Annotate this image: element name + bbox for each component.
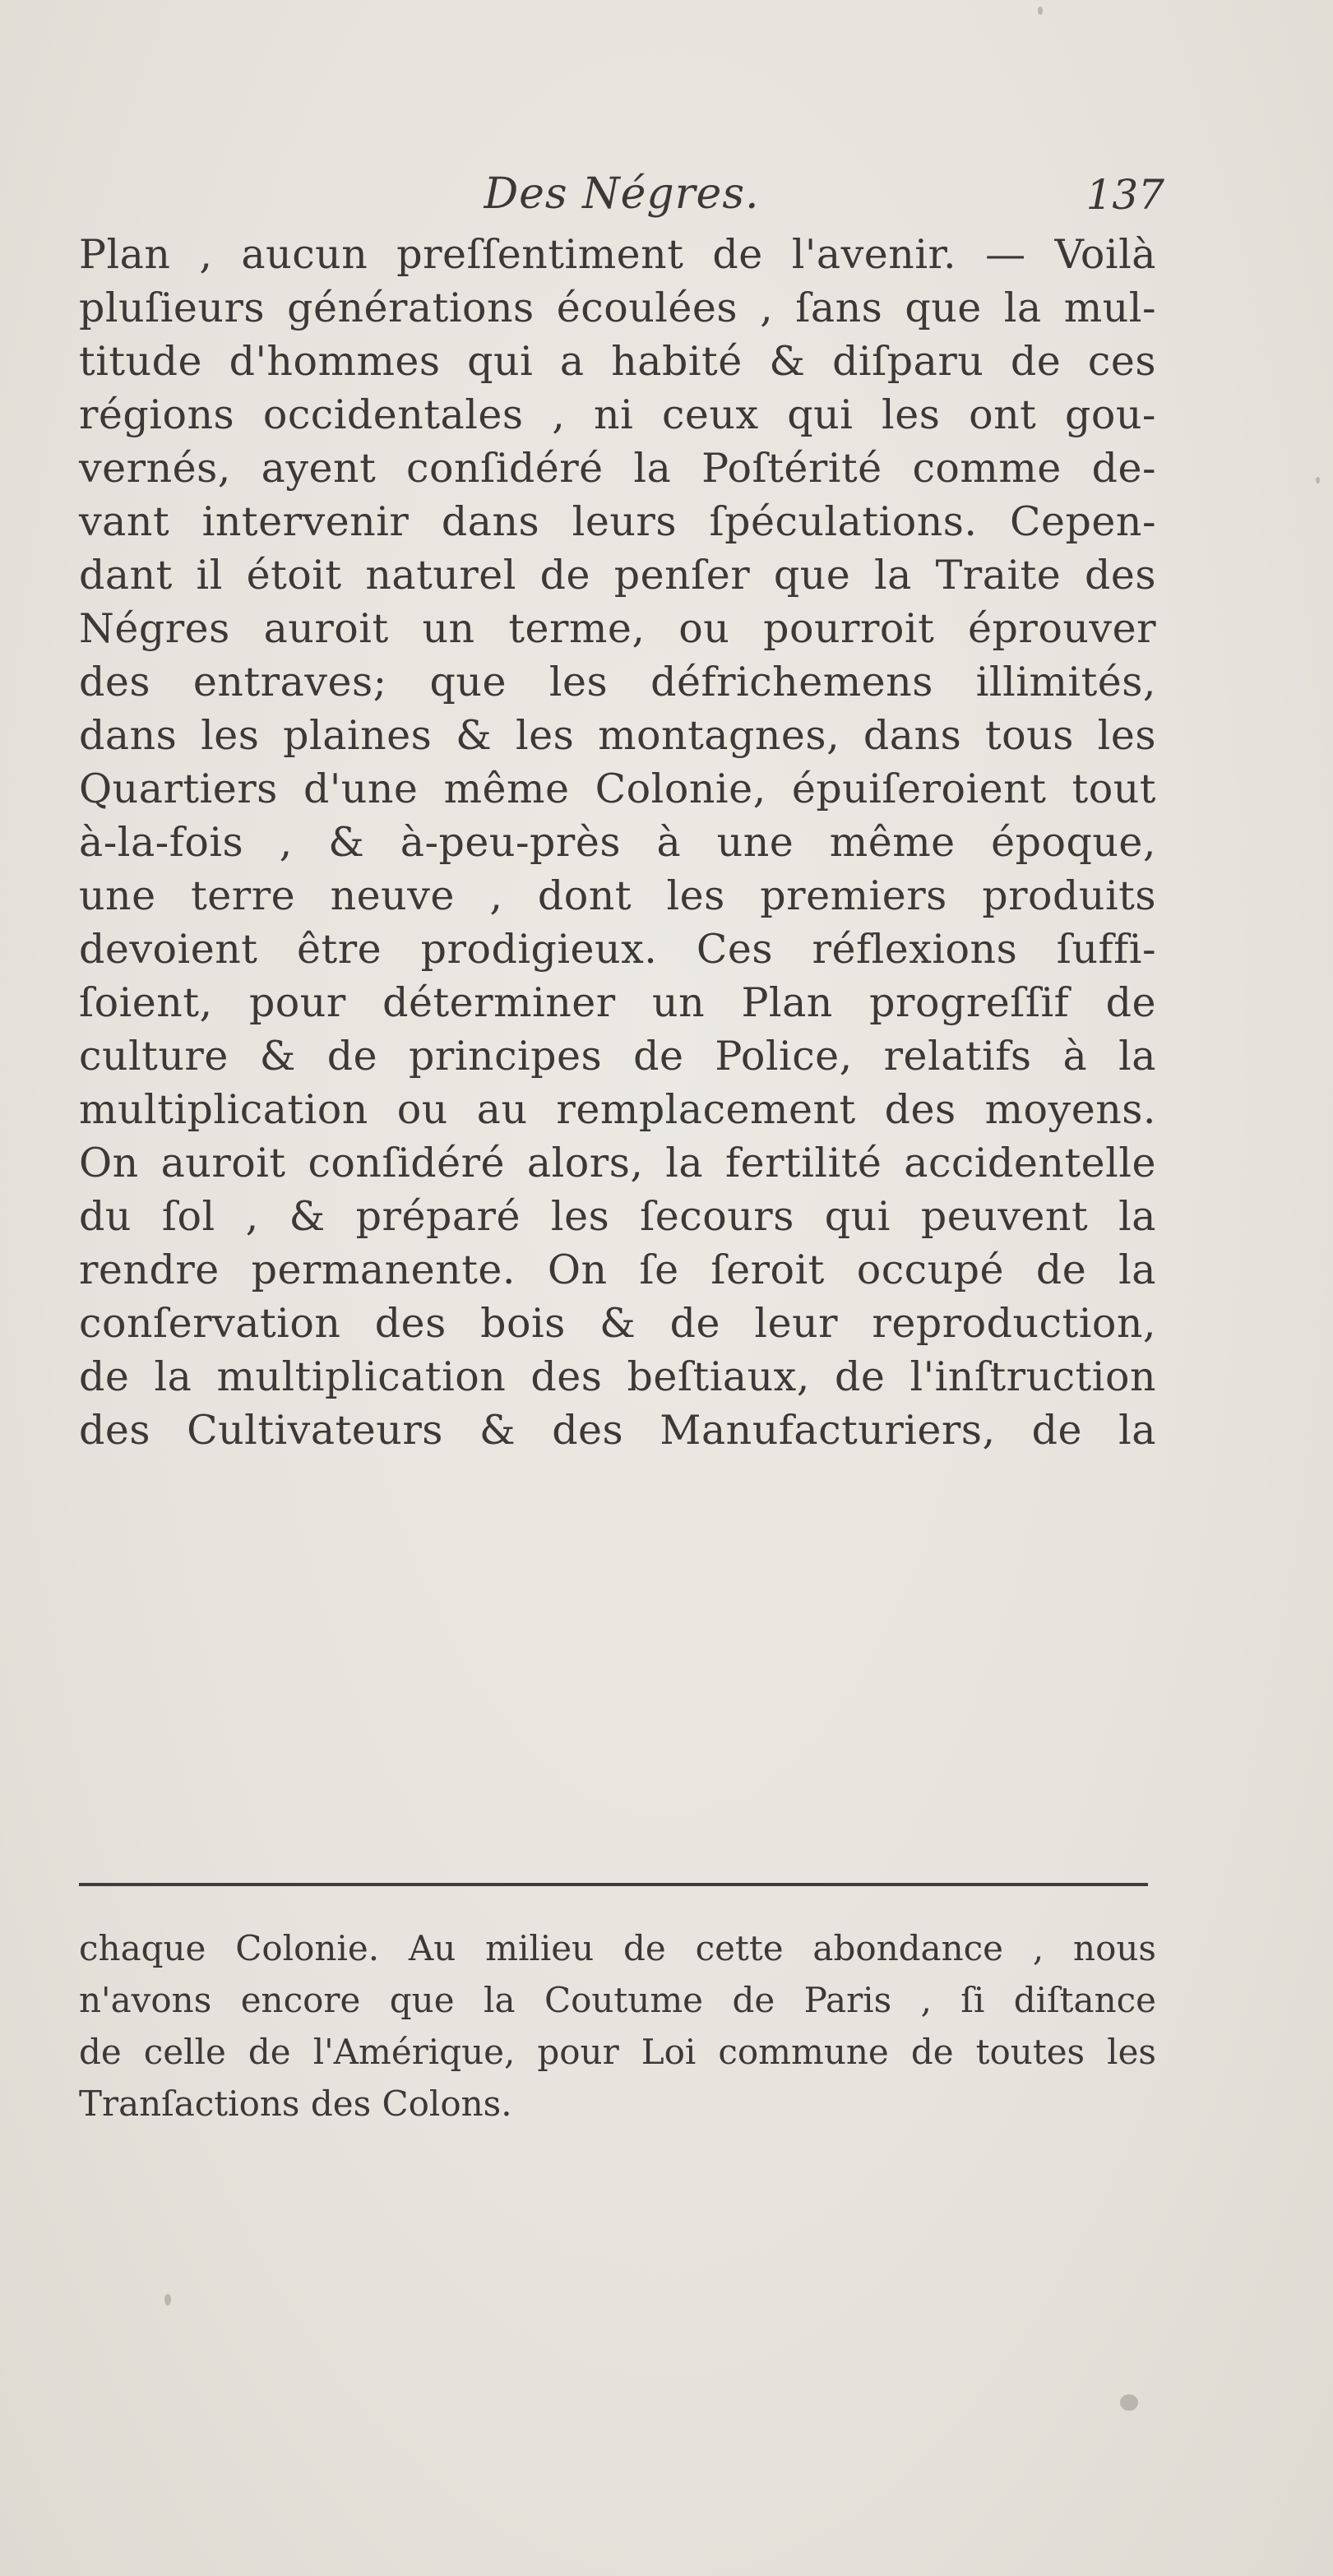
footnote-line: de celle de l'Amérique, pour Loi commune de toutes les xyxy=(79,2032,1156,2072)
text-line: devoient être prodigieux. Ces réflexions ſuffi- xyxy=(79,926,1156,973)
page-header xyxy=(79,164,1164,230)
paper-speck xyxy=(1120,2394,1138,2411)
paper-speck xyxy=(1316,477,1320,483)
main-text xyxy=(79,228,1156,1457)
text-line: conſervation des bois & de leur reproduction, xyxy=(79,1300,1156,1347)
text-line: culture & de principes de Police, relatifs à la xyxy=(79,1033,1156,1080)
footnote-line: Tranſactions des Colons. xyxy=(79,2083,512,2124)
text-line: des Cultivateurs & des Manufacturiers, de la xyxy=(79,1407,1156,1454)
paper-speck xyxy=(1038,7,1043,15)
page-number: 137 xyxy=(1085,171,1164,219)
text-line: On auroit conſidéré alors, la fertilité accidentelle xyxy=(79,1140,1156,1186)
text-line: Quartiers d'une même Colonie, épuiſeroient tout xyxy=(79,765,1156,812)
footnote-line: chaque Colonie. Au milieu de cette abondance , nous xyxy=(79,1928,1156,1968)
paper-speck xyxy=(164,2294,171,2305)
text-line: régions occidentales , ni ceux qui les ont gou- xyxy=(79,391,1156,438)
text-line: dant il étoit naturel de penſer que la Traite des xyxy=(79,552,1156,599)
footnote-line: n'avons encore que la Coutume de Paris , ſi diſtance xyxy=(79,1980,1156,2020)
text-line: vant intervenir dans leurs ſpéculations. Cepen- xyxy=(79,498,1156,545)
text-line: dans les plaines & les montagnes, dans tous les xyxy=(79,712,1156,759)
text-line: multiplication ou au remplacement des moyens. xyxy=(79,1086,1156,1133)
text-line: des entraves; que les défrichemens illimités, xyxy=(79,659,1156,705)
text-line: ſoient, pour déterminer un Plan progreſſif de xyxy=(79,979,1156,1026)
text-line: pluſieurs générations écoulées , ſans que la mul- xyxy=(79,284,1156,331)
text-line: de la multiplication des beſtiaux, de l'inſtruction xyxy=(79,1353,1156,1400)
text-line: à-la-fois , & à-peu-près à une même époque, xyxy=(79,819,1156,866)
running-title: Des Négres. xyxy=(484,169,760,219)
text-line: rendre permanente. On ſe ſeroit occupé de la xyxy=(79,1246,1156,1293)
text-line: titude d'hommes qui a habité & diſparu de ces xyxy=(79,338,1156,385)
text-line: une terre neuve , dont les premiers produits xyxy=(79,872,1156,919)
text-line: Plan , aucun preſſentiment de l'avenir. — Voilà xyxy=(79,231,1156,278)
text-line: Négres auroit un terme, ou pourroit éprouver xyxy=(79,605,1156,652)
footnote xyxy=(79,1922,1156,2130)
text-line: vernés, ayent conſidéré la Poſtérité comme de- xyxy=(79,445,1156,492)
footnote-rule xyxy=(79,1883,1148,1886)
text-line: du ſol , & préparé les ſecours qui peuvent la xyxy=(79,1193,1156,1240)
